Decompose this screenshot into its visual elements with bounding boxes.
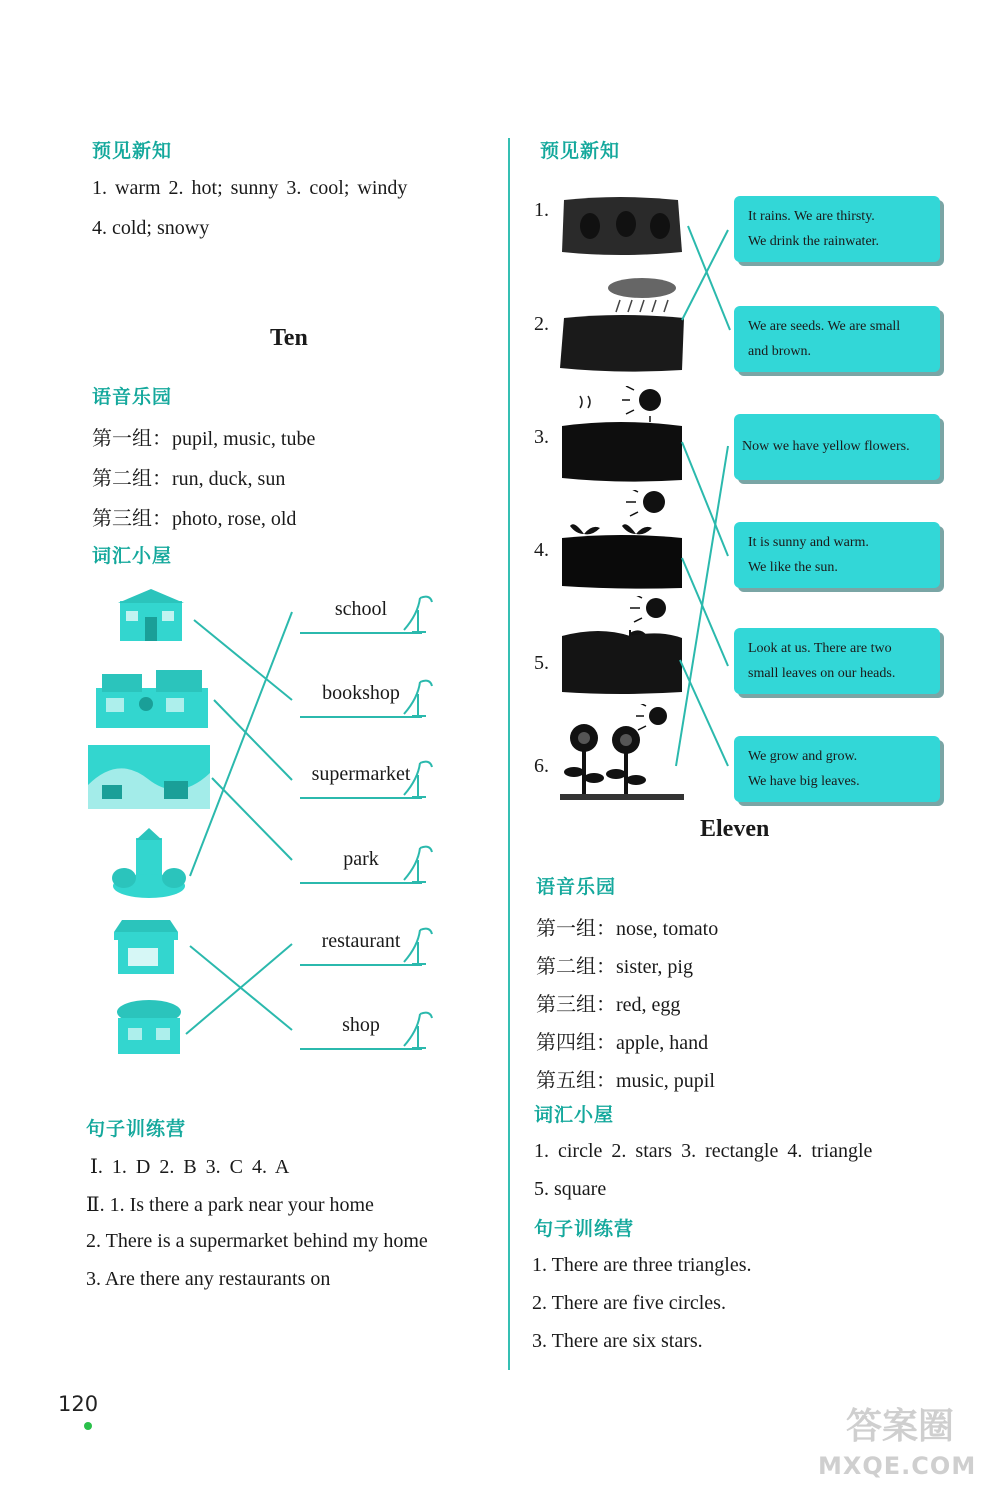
sentence-answers-line-2: Ⅱ. 1. Is there a park near your home bbox=[86, 1194, 374, 1216]
column-divider bbox=[508, 138, 510, 1370]
phonics-group-2: 第二组：run, duck, sun bbox=[92, 468, 286, 490]
page-number: 120 bbox=[58, 1392, 99, 1416]
sentence-answers-line-3: 3. There are six stars. bbox=[532, 1330, 703, 1352]
section-heading-preview-left: 预见新知 bbox=[92, 140, 173, 162]
page-dot bbox=[84, 1422, 92, 1430]
preview-answers-line-2: 4. cold; snowy bbox=[92, 217, 210, 239]
scene-number-5: 5. bbox=[534, 652, 549, 674]
sentence-answers-line-3: 2. There is a supermarket behind my home bbox=[86, 1230, 428, 1252]
card-line: We grow and grow. bbox=[748, 749, 858, 764]
statement-card-4 bbox=[734, 522, 940, 588]
phonics-group-3: 第三组：photo, rose, old bbox=[92, 508, 297, 530]
sentence-answers-line-1: 1. There are three triangles. bbox=[532, 1254, 752, 1276]
vocab-answers-line-1: 1. circle 2. stars 3. rectangle 4. triangle bbox=[534, 1140, 873, 1162]
sentence-answers-line-1: Ⅰ. 1. D 2. B 3. C 4. A bbox=[90, 1156, 290, 1178]
statement-card-1 bbox=[734, 196, 940, 262]
section-heading-phonics-left: 语音乐园 bbox=[92, 386, 173, 408]
vocab-word-label: restaurant bbox=[321, 930, 401, 952]
section-heading-vocab-right: 词汇小屋 bbox=[534, 1104, 615, 1126]
unit-title-ten: Ten bbox=[270, 325, 308, 351]
vocab-matching-lines bbox=[0, 0, 500, 1100]
phonics-group-1: 第一组：nose, tomato bbox=[536, 918, 719, 940]
vocab-word-label: supermarket bbox=[311, 763, 411, 785]
statement-card-2 bbox=[734, 306, 940, 372]
section-heading-preview-right: 预见新知 bbox=[540, 140, 621, 162]
scene-number-6: 6. bbox=[534, 755, 549, 777]
scene-number-4: 4. bbox=[534, 539, 549, 561]
statement-card-3 bbox=[734, 414, 940, 480]
preview-answers-line-1: 1. warm 2. hot; sunny 3. cool; windy bbox=[92, 177, 408, 199]
card-line: We like the sun. bbox=[748, 560, 838, 575]
card-line: We are seeds. We are small bbox=[748, 319, 901, 334]
section-heading-phonics-right: 语音乐园 bbox=[536, 876, 617, 898]
sentence-answers-line-2: 2. There are five circles. bbox=[532, 1292, 726, 1314]
card-line: small leaves on our heads. bbox=[748, 666, 896, 681]
statement-card-6 bbox=[734, 736, 940, 802]
vocab-word-label: bookshop bbox=[322, 682, 400, 704]
card-line: Look at us. There are two bbox=[748, 641, 892, 656]
phonics-group-4: 第四组：apple, hand bbox=[536, 1032, 709, 1054]
card-line: and brown. bbox=[748, 344, 811, 359]
statement-card-5 bbox=[734, 628, 940, 694]
scene-number-1: 1. bbox=[534, 199, 549, 221]
leaf-marks bbox=[404, 597, 432, 1048]
card-line: It is sunny and warm. bbox=[748, 535, 869, 550]
card-line: It rains. We are thirsty. bbox=[748, 209, 875, 224]
vocab-word-label: park bbox=[343, 848, 379, 870]
card-line: Now we have yellow flowers. bbox=[742, 439, 910, 454]
unit-title-eleven: Eleven bbox=[700, 816, 770, 842]
phonics-group-3: 第三组：red, egg bbox=[536, 994, 681, 1016]
section-heading-sentences-right: 句子训练营 bbox=[534, 1218, 635, 1240]
phonics-group-1: 第一组：pupil, music, tube bbox=[92, 428, 316, 450]
section-heading-vocab-left: 词汇小屋 bbox=[92, 545, 173, 567]
phonics-group-2: 第二组：sister, pig bbox=[536, 956, 693, 978]
watermark-url: MXQE.COM bbox=[818, 1452, 977, 1480]
scene-matching-lines bbox=[600, 200, 740, 800]
vocab-word-label: shop bbox=[342, 1014, 380, 1036]
sentence-answers-line-4: 3. Are there any restaurants on bbox=[86, 1268, 331, 1290]
section-heading-sentences-left: 句子训练营 bbox=[86, 1118, 187, 1140]
vocab-answers-line-2: 5. square bbox=[534, 1178, 607, 1200]
card-line: We drink the rainwater. bbox=[748, 234, 880, 249]
vocab-word-label: school bbox=[334, 598, 388, 620]
card-line: We have big leaves. bbox=[748, 774, 860, 789]
scene-number-2: 2. bbox=[534, 313, 549, 335]
watermark-logo: 答案圈 bbox=[846, 1406, 955, 1447]
phonics-group-5: 第五组：music, pupil bbox=[536, 1070, 715, 1092]
scene-number-3: 3. bbox=[534, 426, 549, 448]
